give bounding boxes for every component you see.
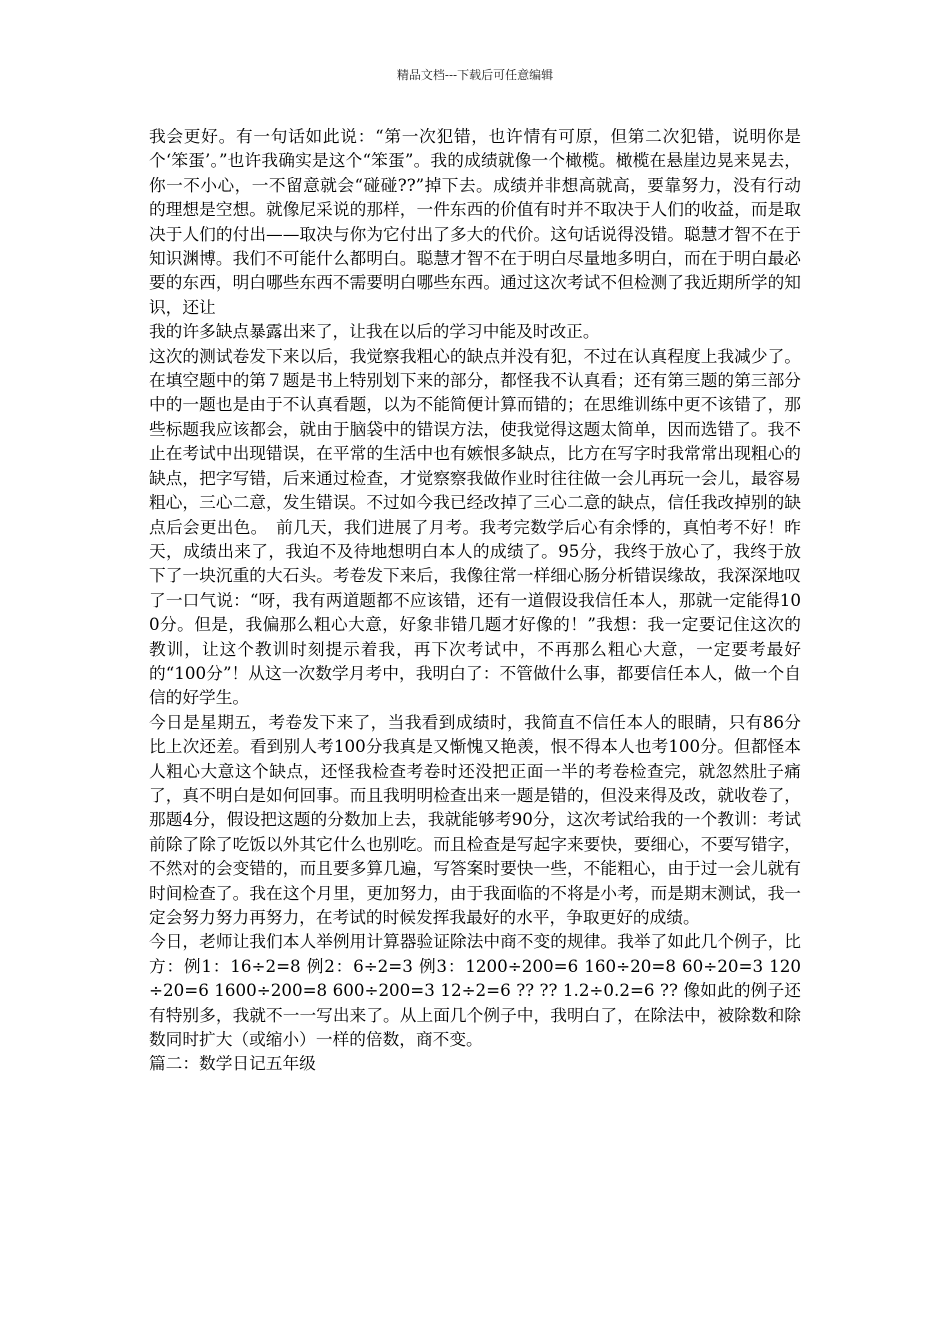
section-heading: 篇二：数学日记五年级 [149,1053,316,1074]
paragraph-1: 我会更好。有一句话如此说：“第一次犯错，也许情有可原，但第二次犯错，说明你是个‘笨蛋’。”也许我确实是这个“笨蛋”。我的成绩就像一个橄榄。橄榄在悬崖边晃来晃去，你一不小心，一不留意就会“碰碰??”掉下去。成绩并非想高就高，要靠努力，没有行动的理想是空想。就像尼采说的那样，一件东西的价值有时并不取决于人们的收益，而是取决于人们的付出——取决与你为它付出了多大的代价。这句话说得没错。聪慧才智不在于知识渊博。我们不可能什么都明白。聪慧才智不在于明白尽量地多明白，而在于明白最必要的东西，明白哪些东西不需要明白哪些东西。通过这次考试不但检测了我近期所学的知识，还让 [149,126,801,317]
document-body [149,124,801,1076]
paragraph-3: 这次的测试卷发下来以后，我觉察我粗心的缺点并没有犯，不过在认真程度上我减少了。在填空题中的第７题是书上特别划下来的部分，都怪我不认真看；还有第三题的第三部分中的一题也是由于不认真看题，以为不能简便计算而错的；在思维训练中更不该错了，那些标题我应该都会，就由于脑袋中的错误方法，使我觉得这题太简单，因而选错了。我不止在考试中出现错误，在平常的生活中也有嫉恨多缺点，比方在写字时我常常出现粗心的缺点，把字写错，后来通过检查，才觉察察我做作业时往往做一会儿再玩一会儿，最容易粗心，三心二意，发生错误。不过如今我已经改掉了三心二意的缺点，信任我改掉别的缺点后会更出色。 前几天，我们进展了月考。我考完数学后心有余悸的，真怕考不好！昨天，成绩出来了，我迫不及待地想明白本人的成绩了。95分，我终于放心了，我终于放下了一块沉重的大石头。考卷发下来后，我像往常一样细心肠分析错误缘故，我深深地叹了一口气说：“呀，我有两道题都不应该错，还有一道假设我信任本人，那就一定能得100分。但是，我偏那么粗心大意，好象非错几题才好像的！”我想：我一定要记住这次的教训，让这个教训时刻提示着我，再下次考试中，不再那么粗心大意，一定要考最好的“100分”！从这一次数学月考中，我明白了：不管做什么事，都要信任本人，做一个自信的好学生。 [149,345,801,708]
paragraph-5: 今日，老师让我们本人举例用计算器验证除法中商不变的规律。我举了如此几个例子，比方：例1：16÷2=8 例2：6÷2=3 例3：1200÷200=6 160÷20=8 60÷20=3 120÷20=6 1600÷200=8 600÷200=3 12÷2=6 ?? ?? 1.2÷0.2=6 ?? 像如此的例子还有特别多，我就不一一写出来了。从上面几个例子中，我明白了，在除法中，被除数和除数同时扩大（或缩小）一样的倍数，商不变。 [149,931,801,1050]
paragraph-4: 今日是星期五，考卷发下来了，当我看到成绩时，我简直不信任本人的眼睛，只有86分比上次还差。看到别人考100分我真是又惭愧又艳羡，恨不得本人也考100分。但都怪本人粗心大意这个缺点，还怪我检查考卷时还没把正面一半的考卷检查完，就忽然肚子痛了，真不明白是如何回事。而且我明明检查出来一题是错的，但没来得及改，就收卷了，那题4分，假设把这题的分数加上去，我就能够考90分，这次考试给我的一个教训：考试前除了除了吃饭以外其它什么也别吃。而且检查是写起字来要快，要细心，不要写错字，不然对的会变错的，而且要多算几遍，写答案时要快一些，不能粗心，由于过一会儿就有时间检查了。我在这个月里，更加努力，由于我面临的不将是小考，而是期末测试，我一定会努力努力再努力，在考试的时候发挥我最好的水平，争取更好的成绩。 [149,711,801,927]
paragraph-2: 我的许多缺点暴露出来了，让我在以后的学习中能及时改正。 [149,321,600,342]
page-header: 精品文档---下载后可任意编辑 [396,68,554,82]
